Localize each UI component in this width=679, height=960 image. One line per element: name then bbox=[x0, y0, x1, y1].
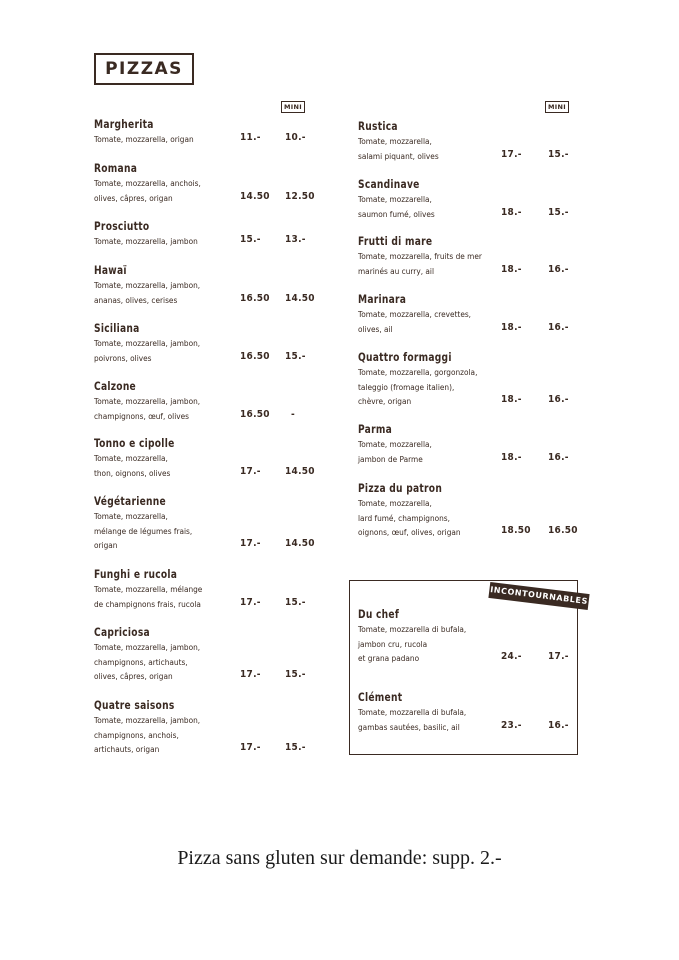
pizza-name: Parma bbox=[358, 422, 392, 436]
pizza-name: Romana bbox=[94, 161, 138, 175]
mini-price: 15.- bbox=[285, 350, 306, 362]
price: 16.50 bbox=[240, 350, 270, 362]
pizza-description bbox=[358, 437, 574, 466]
mini-price: 16.- bbox=[548, 263, 569, 275]
description-line: oignons, œuf, olives, origan bbox=[358, 527, 461, 538]
pizza-description bbox=[358, 249, 574, 278]
price: 15.- bbox=[240, 234, 261, 245]
pizza-description bbox=[358, 496, 574, 540]
description-line: jambon cru, rucola bbox=[358, 638, 428, 649]
mini-price: 15.- bbox=[548, 206, 569, 218]
pizza-name: Funghi e rucola bbox=[94, 567, 178, 581]
description-line: Tomate, mozzarella, jambon bbox=[94, 236, 198, 246]
pizza-name: Clément bbox=[358, 690, 403, 704]
description-line: Tomate, mozzarella, mélange bbox=[94, 584, 203, 594]
pizza-name: Rustica bbox=[358, 119, 398, 133]
description-line: saumon fumé, olives bbox=[358, 208, 435, 219]
description-line: chèvre, origan bbox=[358, 396, 412, 407]
pizza-name: Tonno e cipolle bbox=[94, 436, 175, 450]
mini-price: 13.- bbox=[285, 234, 306, 245]
pizza-name: Capriciosa bbox=[94, 625, 150, 639]
price: 17.- bbox=[240, 538, 261, 550]
description-line: Tomate, mozzarella, gorgonzola, bbox=[358, 367, 478, 377]
pizza-description bbox=[358, 622, 574, 666]
pizza-name: Marinara bbox=[358, 292, 407, 306]
price: 17.- bbox=[501, 148, 522, 160]
mini-price: 15.- bbox=[285, 669, 306, 681]
pizza-name: Du chef bbox=[358, 607, 400, 621]
description-line: mélange de légumes frais, bbox=[94, 525, 193, 536]
price: 16.50 bbox=[240, 292, 270, 304]
pizza-description bbox=[358, 134, 574, 163]
pizza-name: Pizza du patron bbox=[358, 481, 443, 495]
description-line: ananas, olives, cerises bbox=[94, 294, 178, 305]
description-line: Tomate, mozzarella, bbox=[358, 136, 432, 146]
pizza-description bbox=[358, 365, 574, 409]
mini-price: 16.- bbox=[548, 321, 569, 333]
price: 11.- bbox=[240, 132, 261, 143]
price: 18.50 bbox=[501, 525, 531, 537]
description-line: olives, ail bbox=[358, 323, 393, 334]
price: 17.- bbox=[240, 669, 261, 681]
description-line: Tomate, mozzarella, bbox=[94, 453, 168, 463]
price: 24.- bbox=[501, 651, 522, 663]
description-line: Tomate, mozzarella, bbox=[358, 439, 432, 449]
description-line: marinés au curry, ail bbox=[358, 265, 434, 276]
description-line: Tomate, mozzarella, jambon, bbox=[94, 715, 201, 725]
price: 18.- bbox=[501, 321, 522, 333]
pizza-name: Frutti di mare bbox=[358, 234, 433, 248]
mini-price: 14.50 bbox=[285, 292, 315, 304]
pizza-description bbox=[94, 176, 310, 205]
mini-price: 14.50 bbox=[285, 538, 315, 550]
description-line: gambas sautées, basilic, ail bbox=[358, 721, 460, 732]
price: 14.50 bbox=[240, 190, 270, 202]
description-line: lard fumé, champignons, bbox=[358, 512, 450, 523]
mini-price: 16.- bbox=[548, 394, 569, 406]
mini-label-left: MINI bbox=[281, 101, 305, 113]
gluten-free-note: Pizza sans gluten sur demande: supp. 2.- bbox=[177, 847, 502, 869]
price: 16.50 bbox=[240, 408, 270, 420]
mini-price: 16.50 bbox=[548, 525, 578, 537]
pizza-description bbox=[358, 307, 574, 336]
description-line: champignons, anchois, bbox=[94, 729, 179, 740]
incontournables-badge: INCONTOURNABLES bbox=[488, 582, 589, 610]
pizza-description bbox=[94, 132, 310, 147]
price: 23.- bbox=[501, 719, 522, 731]
description-line: Tomate, mozzarella, jambon, bbox=[94, 396, 201, 406]
mini-price: 12.50 bbox=[285, 190, 315, 202]
page-title: PIZZAS bbox=[94, 53, 194, 85]
description-line: Tomate, mozzarella, fruits de mer bbox=[358, 251, 482, 261]
description-line: champignons, œuf, olives bbox=[94, 410, 190, 421]
mini-price: 16.- bbox=[548, 719, 569, 731]
mini-price: 15.- bbox=[285, 742, 306, 754]
price: 17.- bbox=[240, 596, 261, 608]
pizza-name: Siciliana bbox=[94, 321, 140, 335]
description-line: Tomate, mozzarella, anchois, bbox=[94, 178, 201, 188]
description-line: Tomate, mozzarella di bufala, bbox=[358, 624, 467, 634]
pizza-name: Margherita bbox=[94, 117, 154, 131]
pizza-name: Végétarienne bbox=[94, 494, 166, 508]
pizza-name: Quatre saisons bbox=[94, 698, 175, 712]
mini-price: - bbox=[291, 408, 296, 420]
pizza-name: Hawaï bbox=[94, 263, 127, 277]
price: 18.- bbox=[501, 263, 522, 275]
pizza-description bbox=[94, 234, 310, 249]
price: 18.- bbox=[501, 206, 522, 218]
price: 17.- bbox=[240, 742, 261, 754]
pizza-description bbox=[94, 509, 310, 553]
description-line: jambon de Parme bbox=[358, 453, 423, 464]
description-line: Tomate, mozzarella, origan bbox=[94, 134, 194, 144]
pizza-description bbox=[94, 278, 310, 307]
description-line: origan bbox=[94, 540, 118, 551]
description-line: artichauts, origan bbox=[94, 744, 160, 755]
description-line: olives, câpres, origan bbox=[94, 671, 173, 682]
description-line: Tomate, mozzarella di bufala, bbox=[358, 707, 467, 717]
pizza-description bbox=[94, 451, 310, 480]
pizza-name: Scandinave bbox=[358, 177, 420, 191]
price: 18.- bbox=[501, 394, 522, 406]
pizza-name: Quattro formaggi bbox=[358, 350, 452, 364]
pizza-description bbox=[94, 640, 310, 684]
description-line: Tomate, mozzarella, jambon, bbox=[94, 642, 201, 652]
pizza-description bbox=[94, 394, 310, 423]
mini-price: 15.- bbox=[548, 148, 569, 160]
description-line: de champignons frais, rucola bbox=[94, 598, 201, 609]
description-line: Tomate, mozzarella, jambon, bbox=[94, 280, 201, 290]
menu-item bbox=[94, 379, 334, 423]
description-line: Tomate, mozzarella, bbox=[358, 498, 432, 508]
description-line: Tomate, mozzarella, crevettes, bbox=[358, 309, 472, 319]
pizza-name: Calzone bbox=[94, 379, 137, 393]
description-line: champignons, artichauts, bbox=[94, 656, 188, 667]
description-line: taleggio (fromage italien), bbox=[358, 381, 455, 392]
pizza-description bbox=[94, 336, 310, 365]
pizza-description bbox=[94, 582, 310, 611]
mini-price: 17.- bbox=[548, 651, 569, 663]
mini-label-right: MINI bbox=[545, 101, 569, 113]
pizza-description bbox=[358, 705, 574, 734]
description-line: olives, câpres, origan bbox=[94, 192, 173, 203]
description-line: Tomate, mozzarella, jambon, bbox=[94, 338, 201, 348]
mini-price: 10.- bbox=[285, 132, 306, 143]
description-line: salami piquant, olives bbox=[358, 150, 439, 161]
description-line: Tomate, mozzarella, bbox=[94, 511, 168, 521]
description-line: et grana padano bbox=[358, 653, 420, 664]
description-line: poivrons, olives bbox=[94, 352, 152, 363]
mini-price: 15.- bbox=[285, 596, 306, 608]
pizza-name: Prosciutto bbox=[94, 219, 150, 233]
pizza-description bbox=[358, 192, 574, 221]
description-line: thon, oignons, olives bbox=[94, 467, 171, 478]
price: 18.- bbox=[501, 451, 522, 463]
description-line: Tomate, mozzarella, bbox=[358, 194, 432, 204]
pizza-description bbox=[94, 713, 310, 757]
price: 17.- bbox=[240, 465, 261, 477]
mini-price: 16.- bbox=[548, 451, 569, 463]
mini-price: 14.50 bbox=[285, 465, 315, 477]
